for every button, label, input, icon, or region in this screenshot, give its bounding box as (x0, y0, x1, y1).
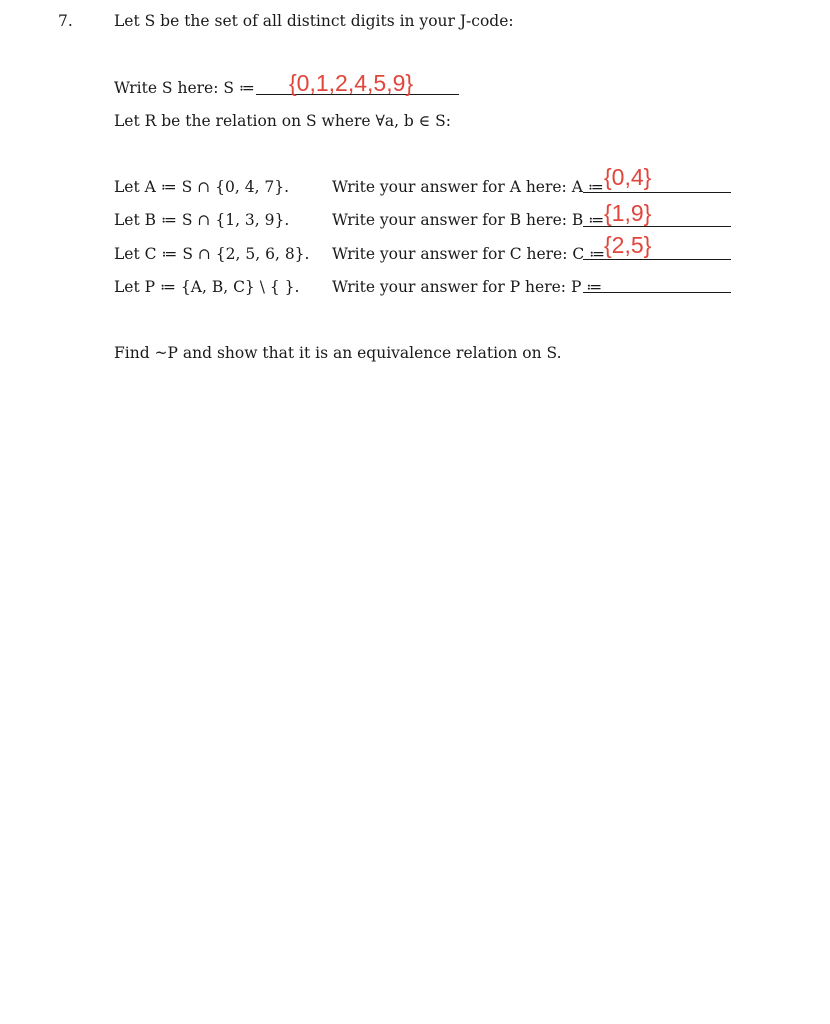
set-a-prompt: Write your answer for A here: A ≔ (332, 178, 604, 196)
set-c-prompt: Write your answer for C here: C ≔ (332, 245, 606, 263)
set-b-handwritten-answer: {1,9} (604, 200, 652, 226)
question-number: 7. (58, 12, 73, 30)
set-c-handwritten-answer: {2,5} (604, 232, 652, 258)
set-c-definition: Let C ≔ S ∩ {2, 5, 6, 8}. (114, 245, 310, 263)
set-p-answer-line (583, 292, 731, 293)
set-b-definition: Let B ≔ S ∩ {1, 3, 9}. (114, 211, 290, 229)
relation-text: Let R be the relation on S where ∀a, b ∈ S: (114, 112, 452, 130)
set-p-definition: Let P ≔ {A, B, C} \ { }. (114, 278, 300, 296)
set-b-prompt: Write your answer for B here: B ≔ (332, 211, 605, 229)
find-instruction: Find ~P and show that it is an equivalence relation on S. (114, 344, 562, 362)
set-p-prompt: Write your answer for P here: P ≔ (332, 278, 603, 296)
write-s-label: Write S here: S ≔ (114, 79, 255, 97)
set-a-definition: Let A ≔ S ∩ {0, 4, 7}. (114, 178, 290, 196)
set-c-answer-line (583, 259, 731, 260)
s-handwritten-answer: {0,1,2,4,5,9} (289, 70, 414, 96)
set-a-answer-line (583, 192, 731, 193)
set-a-handwritten-answer: {0,4} (604, 164, 652, 190)
set-b-answer-line (583, 226, 731, 227)
question-intro: Let S be the set of all distinct digits in your J-code: (114, 12, 514, 30)
